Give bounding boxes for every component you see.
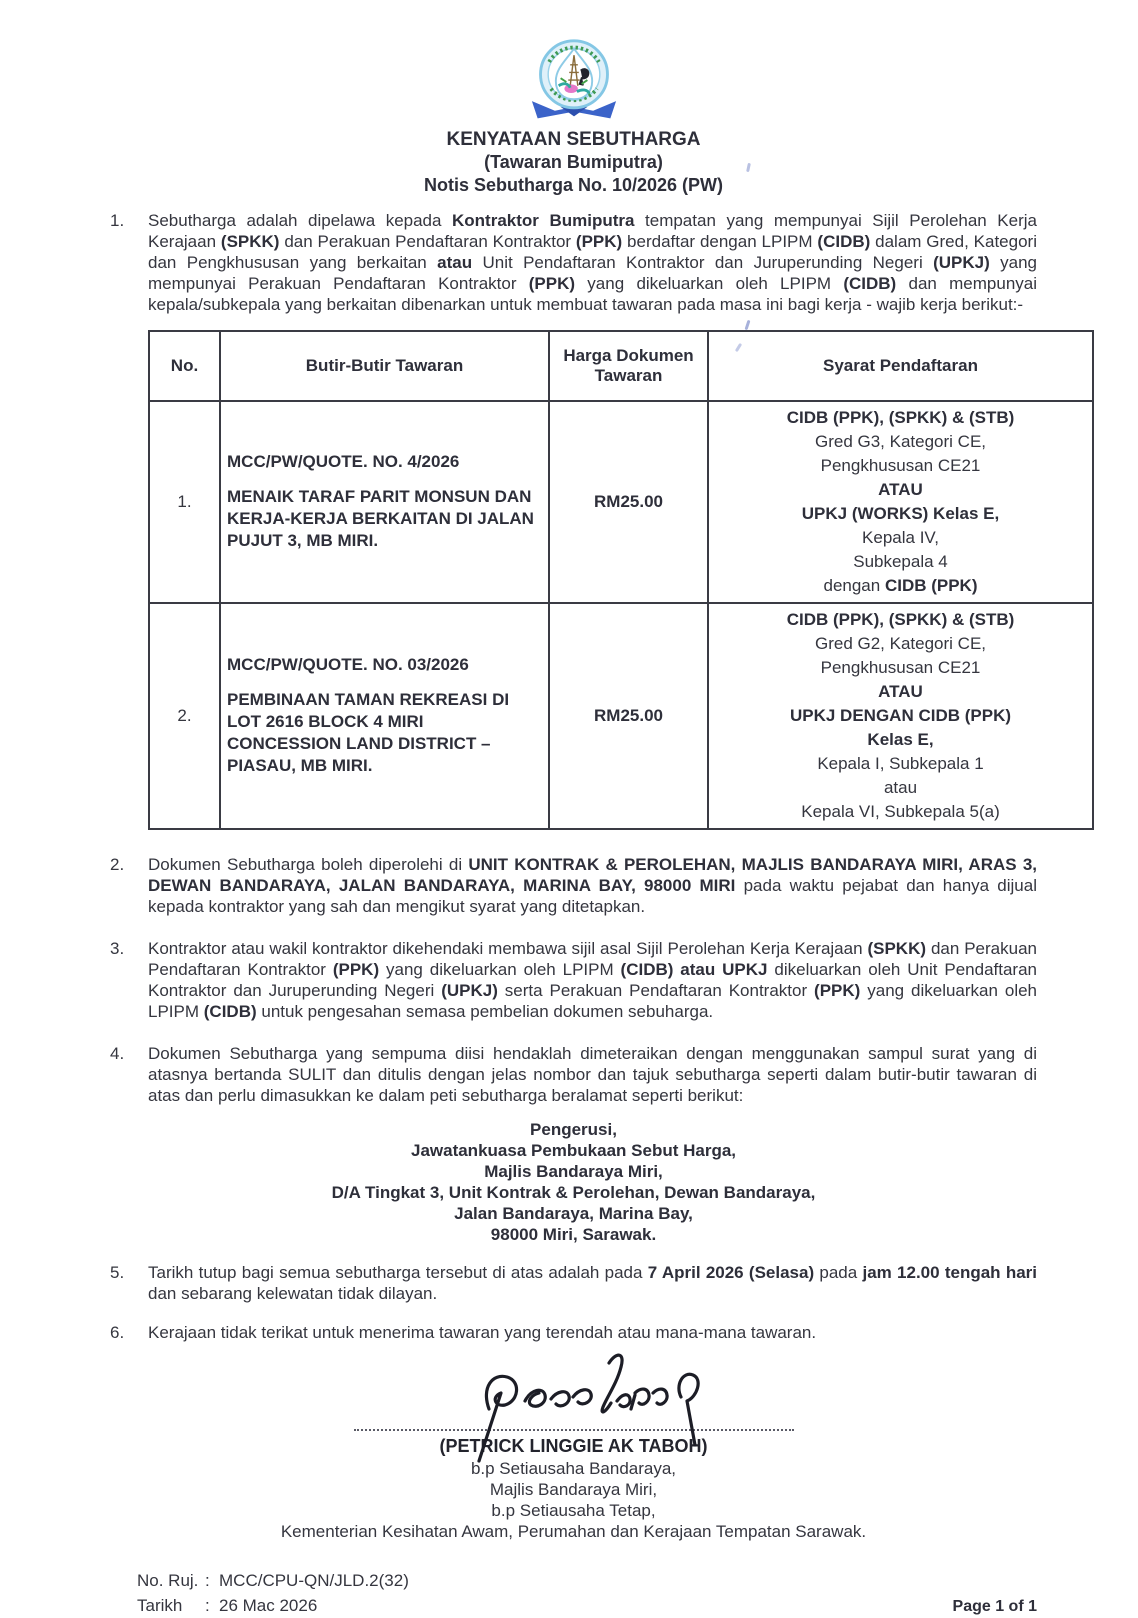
row-2-document-price: RM25.00 bbox=[549, 603, 708, 829]
ref-label: No. Ruj. bbox=[137, 1571, 199, 1590]
paragraph-1 bbox=[110, 210, 1037, 315]
requirement-line: Pengkhususan CE21 bbox=[820, 456, 981, 475]
col-header-no: No. bbox=[149, 331, 220, 401]
signatory-title-line: b.p Setiausaha Bandaraya, bbox=[470, 1459, 677, 1478]
row-2-number: 2. bbox=[149, 603, 220, 829]
tender-box-address bbox=[110, 1119, 1037, 1245]
requirement-line: UPKJ (WORKS) Kelas E, bbox=[801, 504, 1000, 523]
signatory-title-line: b.p Setiausaha Tetap, bbox=[491, 1501, 656, 1520]
paragraph-5-number: 5. bbox=[110, 1263, 125, 1282]
col-header-harga: Harga Dokumen Tawaran bbox=[549, 331, 708, 401]
requirement-line: UPKJ DENGAN CIDB (PPK) bbox=[789, 706, 1012, 725]
paragraph-5 bbox=[110, 1262, 1037, 1304]
col-header-butir: Butir-Butir Tawaran bbox=[220, 331, 549, 401]
address-line: 98000 Miri, Sarawak. bbox=[490, 1225, 657, 1244]
address-line: D/A Tingkat 3, Unit Kontrak & Perolehan, Dewan Bandaraya, bbox=[331, 1183, 816, 1202]
row-2-quote-ref: MCC/PW/QUOTE. NO. 03/2026 bbox=[227, 655, 469, 674]
ref-value: MCC/CPU-QN/JLD.2(32) bbox=[219, 1571, 409, 1590]
paragraph-3-text: Kontraktor atau wakil kontraktor dikehendaki membawa sijil asal Sijil Perolehan Kerja Kerajaan (SPKK) dan Perakuan Pendaftaran Kontraktor (PPK) yang dikeluarkan oleh LPIPM (CIDB) atau UPKJ dikeluarkan oleh Unit Pendaftaran Kontraktor dan Juruperunding Negeri (UPKJ) serta Perakuan Pendaftaran Kontraktor (PPK) yang dikeluarkan oleh LPIPM (CIDB) untuk pengesahan semasa pembelian dokumen sebuharga. bbox=[148, 939, 1037, 1021]
address-line: Jawatankuasa Pembukaan Sebut Harga, bbox=[410, 1141, 737, 1160]
requirement-line: Subkepala 4 bbox=[853, 552, 948, 571]
requirement-line: CIDB (PPK), (SPKK) & (STB) bbox=[786, 610, 1015, 629]
pen-mark-icon bbox=[745, 320, 751, 330]
city-crest-icon bbox=[516, 38, 632, 126]
row-1-work-title: MENAIK TARAF PARIT MONSUN DAN KERJA-KERJA BERKAITAN DI JALAN PUJUT 3, MB MIRI. bbox=[227, 487, 534, 550]
signature-block bbox=[110, 1351, 1037, 1542]
paragraph-4 bbox=[110, 1043, 1037, 1106]
document-footer bbox=[137, 1568, 1037, 1618]
paragraph-6-text: Kerajaan tidak terikat untuk menerima tawaran yang terendah atau mana-mana tawaran. bbox=[148, 1323, 817, 1342]
table-header-row bbox=[149, 331, 1093, 401]
tender-table bbox=[148, 330, 1094, 830]
date-label: Tarikh bbox=[137, 1596, 183, 1615]
row-1-registration-requirements bbox=[708, 401, 1093, 603]
requirement-line: Kepala I, Subkepala 1 bbox=[817, 754, 984, 773]
paragraph-4-text: Dokumen Sebutharga yang sempuma diisi hendaklah dimeteraikan dengan menggunakan sampul surat yang di atasnya bertanda SULIT dan ditulis dengan jelas nombor dan tajuk sebutharga seperti dalam butir-butir tawaran di atas dan perlu dimasukkan ke dalam peti sebutharga beralamat seperti berikut: bbox=[148, 1044, 1037, 1105]
paragraph-3 bbox=[110, 938, 1037, 1022]
requirement-line: Kelas E, bbox=[867, 730, 934, 749]
address-line: Pengerusi, bbox=[530, 1120, 617, 1139]
signatory-title-line: Kementerian Kesihatan Awam, Perumahan dan Kerajaan Tempatan Sarawak. bbox=[280, 1522, 867, 1541]
address-line: Jalan Bandaraya, Marina Bay, bbox=[454, 1204, 693, 1223]
table-row bbox=[149, 401, 1093, 603]
paragraph-2-number: 2. bbox=[110, 855, 125, 874]
document-header bbox=[110, 38, 1037, 210]
signatory-title-line: Majlis Bandaraya Miri, bbox=[489, 1480, 658, 1499]
miri-city-council-logo bbox=[110, 38, 1037, 126]
address-line: Majlis Bandaraya Miri, bbox=[484, 1162, 663, 1181]
paragraph-1-text: Sebutharga adalah dipelawa kepada Kontraktor Bumiputra tempatan yang mempunyai Sijil Perolehan Kerja Kerajaan (SPKK) dan Perakuan Pendaftaran Kontraktor (PPK) berdaftar dengan LPIPM (CIDB) dalam Gred, Kategori dan Pengkhususan yang berkaitan atau Unit Pendaftaran Kontraktor dan Juruperunding Negeri (UPKJ) yang mempunyai Perakuan Pendaftaran Kontraktor (PPK) yang dikeluarkan oleh LPIPM (CIDB) dan mempunyai kepala/subkepala yang berkaitan dibenarkan untuk membuat tawaran pada masa ini bagi kerja - wajib kerja berikut:- bbox=[148, 211, 1038, 314]
row-2-details bbox=[220, 603, 549, 829]
requirement-line: dengan CIDB (PPK) bbox=[823, 576, 978, 595]
col-header-syarat: Syarat Pendaftaran bbox=[708, 331, 1093, 401]
requirement-line: Kepala IV, bbox=[862, 528, 939, 547]
signature-scribble bbox=[110, 1351, 1037, 1429]
requirement-line: Kepala VI, Subkepala 5(a) bbox=[801, 802, 1000, 821]
requirement-line: Pengkhususan CE21 bbox=[820, 658, 981, 677]
row-1-details bbox=[220, 401, 549, 603]
page-title: KENYATAAN SEBUTHARGA bbox=[446, 129, 701, 150]
paragraph-3-number: 3. bbox=[110, 939, 125, 958]
paragraph-1-number: 1. bbox=[110, 211, 125, 230]
requirement-line: ATAU bbox=[878, 682, 923, 701]
page-number: Page 1 of 1 bbox=[952, 1598, 1037, 1615]
ref-separator: : bbox=[205, 1571, 210, 1590]
page-subtitle: (Tawaran Bumiputra) bbox=[484, 152, 663, 172]
paragraph-5-text: Tarikh tutup bagi semua sebutharga tersebut di atas adalah pada 7 April 2026 (Selasa) pada jam 12.00 tengah hari dan sebarang kelewatan tidak dilayan. bbox=[148, 1263, 1038, 1303]
row-2-work-title: PEMBINAAN TAMAN REKREASI DI LOT 2616 BLOCK 4 MIRI CONCESSION LAND DISTRICT – PIASAU, MB MIRI. bbox=[227, 690, 510, 775]
notice-number: Notis Sebutharga No. 10/2026 (PW) bbox=[423, 175, 724, 195]
table-row bbox=[149, 603, 1093, 829]
paragraph-6 bbox=[110, 1322, 1037, 1343]
date-separator: : bbox=[205, 1596, 210, 1615]
paragraph-2-text: Dokumen Sebutharga boleh diperolehi di UNIT KONTRAK & PEROLEHAN, MAJLIS BANDARAYA MIRI, ARAS 3, DEWAN BANDARAYA, JALAN BANDARAYA, MARINA BAY, 98000 MIRI pada waktu pejabat dan hanya dijual kepada kontraktor yang sah dan mengikut syarat yang ditetapkan. bbox=[148, 855, 1037, 916]
requirement-line: CIDB (PPK), (SPKK) & (STB) bbox=[786, 408, 1015, 427]
requirement-line: ATAU bbox=[878, 480, 923, 499]
paragraph-2 bbox=[110, 854, 1037, 917]
requirement-line: Gred G3, Kategori CE, bbox=[814, 432, 987, 451]
date-value: 26 Mac 2026 bbox=[219, 1596, 318, 1615]
row-1-quote-ref: MCC/PW/QUOTE. NO. 4/2026 bbox=[227, 452, 460, 471]
reference-block bbox=[137, 1568, 409, 1618]
paragraph-4-number: 4. bbox=[110, 1044, 125, 1063]
signatory-name: (PETRICK LINGGIE AK TABOH) bbox=[439, 1436, 708, 1456]
row-2-registration-requirements bbox=[708, 603, 1093, 829]
paragraph-6-number: 6. bbox=[110, 1323, 125, 1342]
row-1-number: 1. bbox=[149, 401, 220, 603]
row-1-document-price: RM25.00 bbox=[549, 401, 708, 603]
requirement-line: atau bbox=[883, 778, 918, 797]
requirement-line: Gred G2, Kategori CE, bbox=[814, 634, 987, 653]
